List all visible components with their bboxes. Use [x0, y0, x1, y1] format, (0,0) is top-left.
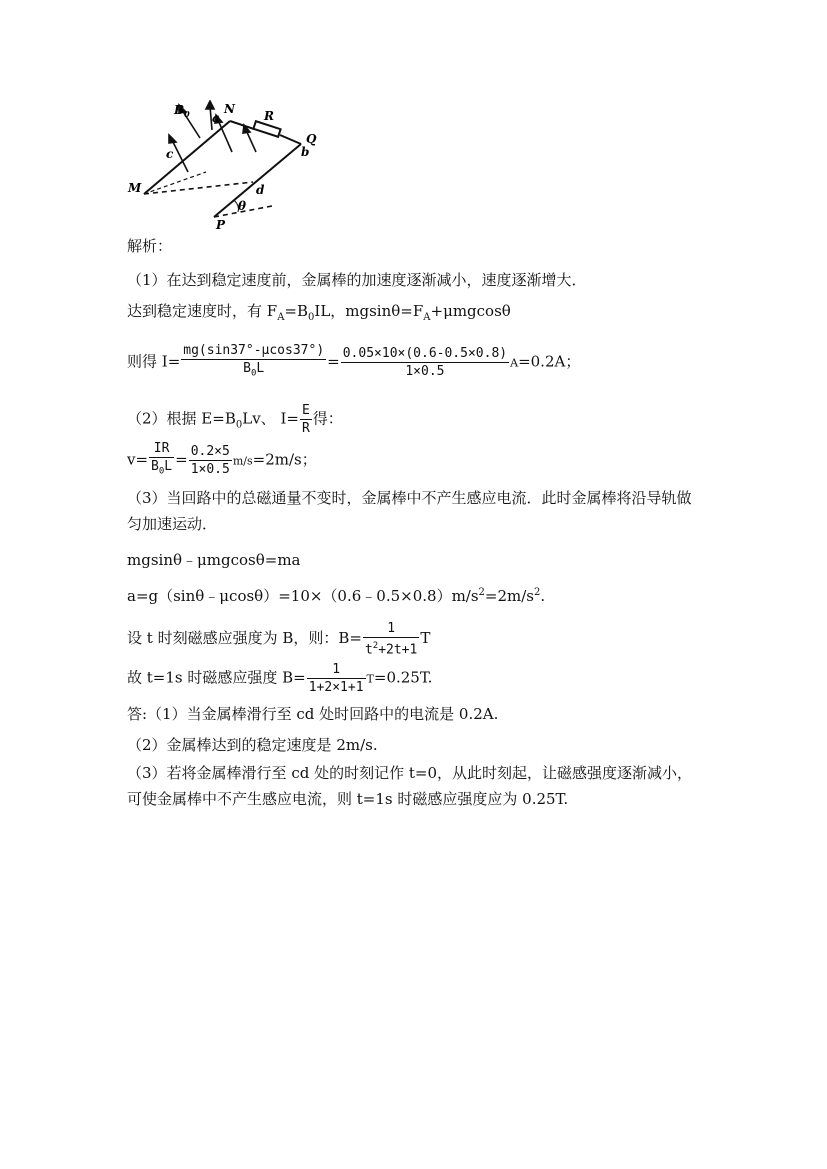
- analysis-step-2: （2）根据 $E=B_0Lv$、 I= $\frac{E}{R}$ 得：: [127, 403, 343, 436]
- field-numeric-fraction: $\frac{1}{1+2\times 1+1}$: [308, 662, 364, 695]
- analysis-step-3: （3）当回路中的总磁通量不变时，金属棒中不产生感应电流．此时金属棒将沿导轨做匀加速运动．: [127, 489, 692, 533]
- label-b: b: [301, 145, 310, 159]
- label-c: c: [166, 147, 174, 161]
- field-fraction: $\frac{1}{t^2+2t+1}$: [364, 621, 418, 658]
- label-R: R: [264, 109, 274, 123]
- top-wire: [230, 121, 254, 129]
- field-expression: 设 t 时刻磁感应强度为 B，则：B= $\frac{1}{t^2+2t+1}$ T: [127, 621, 431, 658]
- analysis-step-1: （1）在达到稳定速度前，金属棒的加速度逐渐减小，速度逐渐增大．: [127, 271, 587, 289]
- label-a: a: [212, 111, 220, 125]
- resistor-R: [253, 121, 280, 137]
- label-theta: θ: [238, 199, 247, 213]
- label-Q: Q: [306, 132, 317, 146]
- velocity-equation: v= $\frac{IR}{B_0L}$ = $\frac{0.2\times 5}{1\times 0.5}$ m/s=2m/s；: [127, 440, 317, 481]
- ohm-law-fraction: $\frac{E}{R}$: [301, 403, 310, 436]
- acceleration-equation: $a=g(\sin\theta﹣\mu\cos\theta)=10\times(0.6﹣0.5\times 0.8)m/s^2=2m/s^2$.: [127, 587, 546, 605]
- label-d: d: [256, 183, 265, 197]
- rail-PQ: [214, 144, 301, 217]
- answer-3: （3）若将金属棒滑行至 cd 处的时刻记作 t=0，从此时刻起，让磁感强度逐渐减小，可使金属棒中不产生感应电流，则 t=1s 时磁感应强度应为 0.25T.: [127, 764, 692, 808]
- current-formula-fraction: $\frac{mg(\sin 37^\circ-\mu\cos 37^\circ)}{B_0L}$: [183, 343, 325, 379]
- label-B0: $B_0$: [174, 103, 190, 119]
- answer-2: （2）金属棒达到的稳定速度是 2m/s.: [127, 736, 378, 754]
- label-M: M: [128, 181, 142, 195]
- analysis-heading: 解析：: [127, 237, 173, 255]
- label-P: P: [216, 218, 226, 232]
- rail-MN: [144, 121, 230, 194]
- inclined-rails-diagram: [126, 100, 346, 232]
- top-wire-2: [280, 135, 301, 144]
- motion-equation: mgsinθ﹣μmgcosθ=ma: [127, 551, 301, 569]
- velocity-numeric-fraction: $\frac{0.2\times 5}{1\times 0.5}$: [190, 443, 230, 477]
- velocity-formula-fraction: $\frac{IR}{B_0L}$: [151, 441, 173, 477]
- label-N: N: [224, 102, 235, 116]
- answer-1: 答:（1）当金属棒滑行至 cd 处时回路中的电流是 0.2A.: [127, 705, 499, 723]
- field-at-1s: 故 t=1s 时磁感应强度 B= $\frac{1}{1+2\times 1+1}$ T=0.25T.: [127, 662, 433, 695]
- current-equation: 则得 I= $\frac{mg(\sin 37^\circ-\mu\cos 37^\circ)}{B_0L}$ = $\frac{0.05\times 10\times(0.6-0.5\times 0.8)}{1\times 0.5}$ A=0.2A；: [127, 342, 580, 383]
- force-balance-line: 达到稳定速度时，有 $F_A=B_0IL$，$mgsin\theta=F_A+\mu mgcos\theta$: [127, 302, 511, 323]
- current-numeric-fraction: $\frac{0.05\times 10\times(0.6-0.5\times 0.8)}{1\times 0.5}$: [342, 345, 508, 379]
